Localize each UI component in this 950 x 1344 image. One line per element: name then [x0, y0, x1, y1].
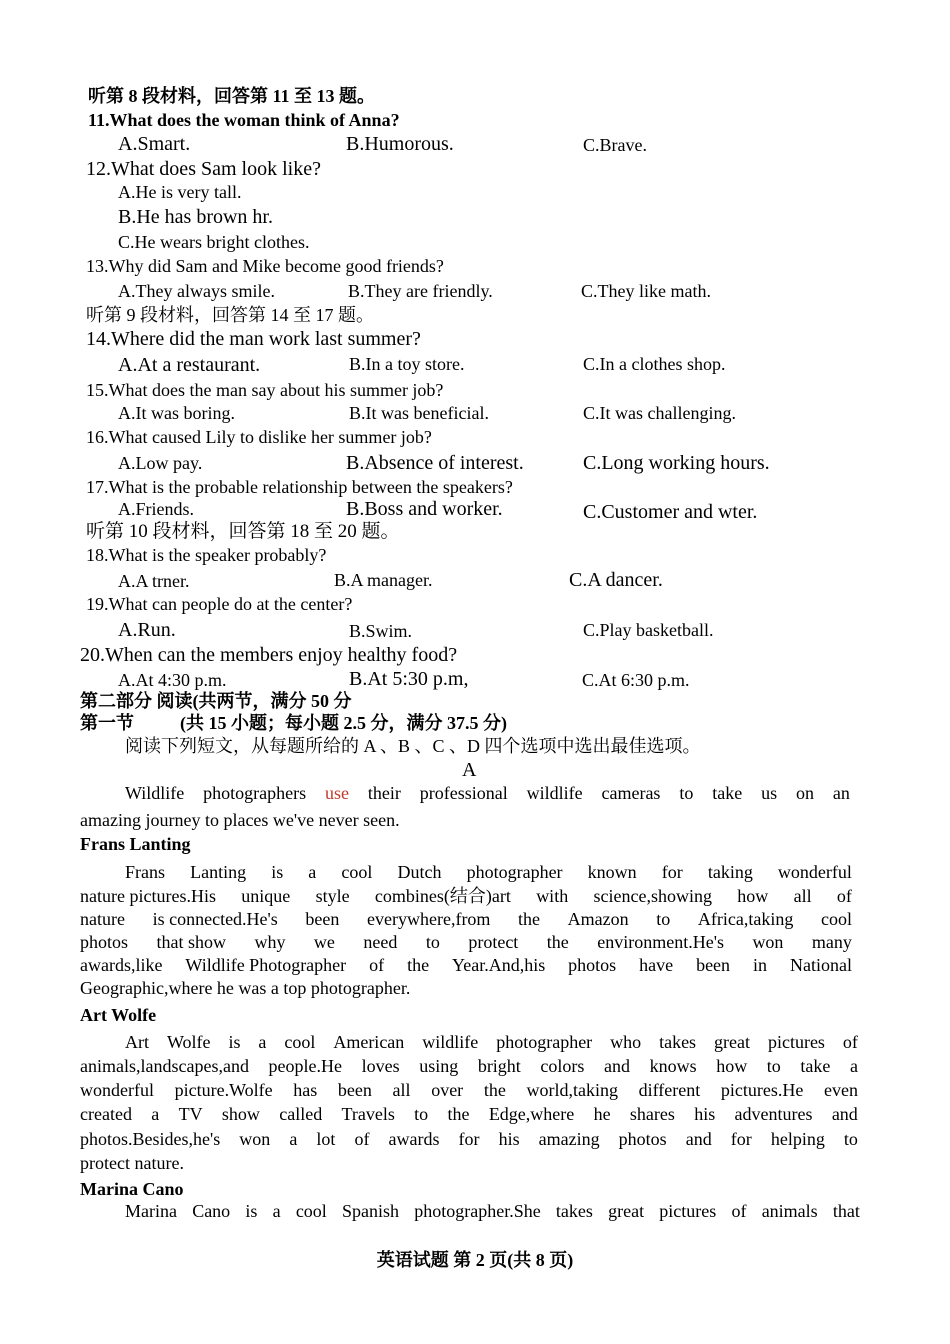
- q11-stem: 11.What does the woman think of Anna?: [88, 110, 400, 130]
- word: for: [730, 1129, 752, 1149]
- word: been: [305, 909, 340, 929]
- word: Africa,taking: [697, 909, 794, 929]
- q11-option-c: C.Brave.: [583, 135, 647, 155]
- word: photographer.She: [414, 1201, 541, 1221]
- p1-line: [80, 956, 852, 974]
- word: wildlife: [526, 783, 583, 803]
- q12-option-a: A.He is very tall.: [118, 182, 242, 202]
- art-wolfe-last-line: protect nature.: [80, 1153, 184, 1173]
- word: the: [407, 955, 430, 975]
- word: TV: [178, 1104, 203, 1124]
- word: Amazon: [567, 909, 629, 929]
- marina-cano-title: Marina Cano: [80, 1179, 184, 1199]
- word: photographer: [496, 1032, 593, 1052]
- word: a: [289, 1129, 298, 1149]
- q19-stem: 19.What can people do at the center?: [86, 594, 353, 614]
- word: science,showing: [593, 886, 712, 906]
- word: helping: [770, 1129, 825, 1149]
- word: for: [661, 862, 683, 882]
- q14-stem: 14.Where did the man work last summer?: [86, 328, 421, 350]
- word: Wildlife: [125, 783, 185, 803]
- word: won: [239, 1129, 271, 1149]
- word: is connected.He's: [152, 909, 278, 929]
- word: for: [458, 1129, 480, 1149]
- q16-option-c: C.Long working hours.: [583, 452, 770, 474]
- q19-option-c: C.Play basketball.: [583, 620, 714, 640]
- p1-line: [80, 933, 852, 951]
- q18-option-b: B.A manager.: [334, 570, 433, 590]
- word: takes: [659, 1032, 697, 1052]
- p2-line: [125, 1033, 858, 1051]
- word: all: [392, 1080, 411, 1100]
- word: why: [254, 932, 286, 952]
- word: wildlife: [422, 1032, 479, 1052]
- word: even: [823, 1080, 858, 1100]
- word: he: [593, 1104, 611, 1124]
- word: everywhere,from: [367, 909, 491, 929]
- word: his: [498, 1129, 520, 1149]
- word: is: [228, 1032, 241, 1052]
- word: Travels: [341, 1104, 395, 1124]
- word: an: [832, 783, 850, 803]
- q17-option-c: C.Customer and wter.: [583, 501, 758, 523]
- word: Edge,where: [488, 1104, 575, 1124]
- word: of: [842, 1032, 858, 1052]
- q14-option-a: A.At a restaurant.: [118, 354, 261, 376]
- word: using: [419, 1056, 459, 1076]
- word: awards,like: [80, 955, 163, 975]
- word: awards: [388, 1129, 440, 1149]
- word: Spanish: [342, 1201, 400, 1221]
- section-one-scoring: (共 15 小题；每小题 2.5 分，满分 37.5 分): [180, 713, 507, 733]
- word: Lanting: [190, 862, 247, 882]
- word: amazing: [538, 1129, 600, 1149]
- q14-option-c: C.In a clothes shop.: [583, 354, 726, 374]
- word: to: [656, 909, 671, 929]
- section9-header: 听第 9 段材料，回答第 14 至 17 题。: [86, 305, 374, 325]
- word: their: [367, 783, 401, 803]
- q20-option-b: B.At 5:30 p.m,: [349, 668, 469, 690]
- word: photos: [618, 1129, 667, 1149]
- q18-option-a: A.A trner.: [118, 571, 190, 591]
- q15-stem: 15.What does the man say about his summer job?: [86, 380, 444, 400]
- q17-stem: 17.What is the probable relationship between the speakers?: [86, 477, 513, 497]
- word: to: [679, 783, 694, 803]
- q13-option-a: A.They always smile.: [118, 281, 275, 301]
- word: of: [836, 886, 852, 906]
- intro-line-2: amazing journey to places we've never seen.: [80, 810, 400, 830]
- word: Wolfe: [166, 1032, 211, 1052]
- word: wonderful: [80, 1080, 154, 1100]
- word: of: [369, 955, 385, 975]
- passage-label: A: [462, 759, 477, 781]
- q12-option-c: C.He wears bright clothes.: [118, 232, 310, 252]
- word: Year.And,his: [452, 955, 546, 975]
- p3-line: [125, 1202, 860, 1220]
- word: has: [293, 1080, 318, 1100]
- q15-option-b: B.It was beneficial.: [349, 403, 489, 423]
- word: in: [753, 955, 768, 975]
- word: Art: [125, 1032, 149, 1052]
- word: a: [308, 862, 317, 882]
- word: National: [789, 955, 852, 975]
- word: people.He: [268, 1056, 343, 1076]
- reading-instruction: 阅读下列短文，从每题所给的 A 、B 、C 、D 四个选项中选出最佳选项。: [125, 736, 701, 756]
- word: colors: [540, 1056, 585, 1076]
- word: a: [849, 1056, 858, 1076]
- q13-option-c: C.They like math.: [581, 281, 711, 301]
- word: need: [363, 932, 398, 952]
- word: and: [685, 1129, 712, 1149]
- word: won: [752, 932, 784, 952]
- word: cool: [284, 1032, 316, 1052]
- word: cameras: [601, 783, 661, 803]
- word: to: [766, 1056, 781, 1076]
- word: nature pictures.His: [80, 886, 216, 906]
- word: a: [272, 1201, 281, 1221]
- word: unique: [241, 886, 291, 906]
- word: created: [80, 1104, 132, 1124]
- q17-option-b: B.Boss and worker.: [346, 498, 503, 520]
- word: and: [604, 1056, 630, 1076]
- word: of: [731, 1201, 747, 1221]
- word: called: [279, 1104, 323, 1124]
- word: lot: [316, 1129, 336, 1149]
- word: Dutch: [397, 862, 442, 882]
- word: pictures: [767, 1032, 825, 1052]
- p2-line: [80, 1130, 858, 1148]
- word: the: [447, 1104, 470, 1124]
- word: photographers: [203, 783, 307, 803]
- word: animals,landscapes,and: [80, 1056, 249, 1076]
- word: how: [716, 1056, 748, 1076]
- word: the: [546, 932, 569, 952]
- p2-line: [80, 1105, 858, 1123]
- word: us: [761, 783, 778, 803]
- word: show: [221, 1104, 260, 1124]
- word: nature: [80, 909, 125, 929]
- p1-line: [80, 887, 852, 905]
- word: wonderful: [777, 862, 852, 882]
- q12-option-b: B.He has brown hr.: [118, 206, 273, 228]
- word: have: [639, 955, 674, 975]
- word: we: [313, 932, 335, 952]
- p2-line: [80, 1057, 858, 1075]
- word: of: [354, 1129, 370, 1149]
- p1-line: [125, 863, 852, 881]
- word: how: [737, 886, 769, 906]
- word: been: [696, 955, 731, 975]
- word: takes: [555, 1201, 593, 1221]
- q20-option-a: A.At 4:30 p.m.: [118, 670, 227, 690]
- section8-header: 听第 8 段材料，回答第 11 至 13 题。: [88, 86, 376, 106]
- word: bright: [477, 1056, 521, 1076]
- word: to: [414, 1104, 429, 1124]
- word: loves: [361, 1056, 400, 1076]
- word: style: [315, 886, 350, 906]
- word: photos.Besides,he's: [80, 1129, 221, 1149]
- word: the: [518, 909, 541, 929]
- word: take: [800, 1056, 831, 1076]
- q15-option-a: A.It was boring.: [118, 403, 235, 423]
- word: to: [425, 932, 440, 952]
- word: protect: [468, 932, 519, 952]
- word: many: [811, 932, 852, 952]
- q18-stem: 18.What is the speaker probably?: [86, 545, 327, 565]
- q19-option-b: B.Swim.: [349, 621, 413, 641]
- q16-option-a: A.Low pay.: [118, 453, 203, 473]
- word: that show: [156, 932, 226, 952]
- word: known: [587, 862, 637, 882]
- word: Frans: [125, 862, 165, 882]
- p1-line: [80, 910, 852, 928]
- word: shares: [629, 1104, 675, 1124]
- frans-lanting-title: Frans Lanting: [80, 834, 191, 854]
- part-two-header: 第二部分 阅读(共两节，满分 50 分: [80, 691, 352, 711]
- word: and: [831, 1104, 858, 1124]
- word: cool: [820, 909, 852, 929]
- word: world,taking: [526, 1080, 618, 1100]
- p2-line: [80, 1081, 858, 1099]
- word: all: [793, 886, 812, 906]
- word: photos: [568, 955, 617, 975]
- word: American: [333, 1032, 405, 1052]
- word: with: [536, 886, 569, 906]
- word: different: [638, 1080, 701, 1100]
- q20-stem: 20.When can the members enjoy healthy food?: [80, 644, 458, 666]
- q16-stem: 16.What caused Lily to dislike her summer job?: [86, 427, 432, 447]
- word: is: [271, 862, 284, 882]
- word: on: [795, 783, 814, 803]
- word: his: [694, 1104, 716, 1124]
- q17-option-a: A.Friends.: [118, 499, 194, 519]
- word: pictures.He: [720, 1080, 804, 1100]
- word: combines(结合)art: [374, 886, 511, 906]
- q14-option-b: B.In a toy store.: [349, 354, 465, 374]
- art-wolfe-title: Art Wolfe: [80, 1005, 157, 1025]
- q18-option-c: C.A dancer.: [569, 569, 663, 591]
- word: to: [843, 1129, 858, 1149]
- word: over: [431, 1080, 464, 1100]
- word: adventures: [734, 1104, 813, 1124]
- section10-header: 听第 10 段材料，回答第 18 至 20 题。: [86, 521, 400, 542]
- word: great: [608, 1201, 645, 1221]
- word: cool: [295, 1201, 327, 1221]
- q13-option-b: B.They are friendly.: [348, 281, 493, 301]
- q12-stem: 12.What does Sam look like?: [86, 158, 321, 180]
- word: cool: [341, 862, 373, 882]
- word: take: [712, 783, 743, 803]
- word: knows: [649, 1056, 697, 1076]
- word: photos: [80, 932, 129, 952]
- q11-option-a: A.Smart.: [118, 133, 191, 155]
- word: Marina: [125, 1201, 177, 1221]
- word: pictures: [659, 1201, 717, 1221]
- section-one-label: 第一节: [80, 713, 134, 733]
- word: picture.Wolfe: [174, 1080, 273, 1100]
- word: Wildlife Photographer: [185, 955, 347, 975]
- q19-option-a: A.Run.: [118, 619, 176, 641]
- intro-line-1: [125, 784, 850, 802]
- word: been: [337, 1080, 372, 1100]
- word: the: [483, 1080, 506, 1100]
- word: professional: [419, 783, 508, 803]
- word: photographer: [466, 862, 563, 882]
- word: animals: [761, 1201, 818, 1221]
- q15-option-c: C.It was challenging.: [583, 403, 736, 423]
- word: environment.He's: [597, 932, 724, 952]
- word: taking: [707, 862, 753, 882]
- page-footer: 英语试题 第 2 页(共 8 页): [376, 1250, 574, 1270]
- q11-option-b: B.Humorous.: [346, 133, 454, 155]
- frans-lanting-last-line: Geographic,where he was a top photographer.: [80, 978, 411, 998]
- word: a: [151, 1104, 160, 1124]
- word: Cano: [192, 1201, 231, 1221]
- q20-option-c: C.At 6:30 p.m.: [582, 670, 690, 690]
- word: who: [610, 1032, 642, 1052]
- q13-stem: 13.Why did Sam and Mike become good friends?: [86, 256, 444, 276]
- word: is: [245, 1201, 258, 1221]
- word: that: [832, 1201, 860, 1221]
- q16-option-b: B.Absence of interest.: [346, 452, 524, 474]
- word: a: [258, 1032, 267, 1052]
- highlighted-word: use: [325, 783, 349, 803]
- word: great: [714, 1032, 750, 1052]
